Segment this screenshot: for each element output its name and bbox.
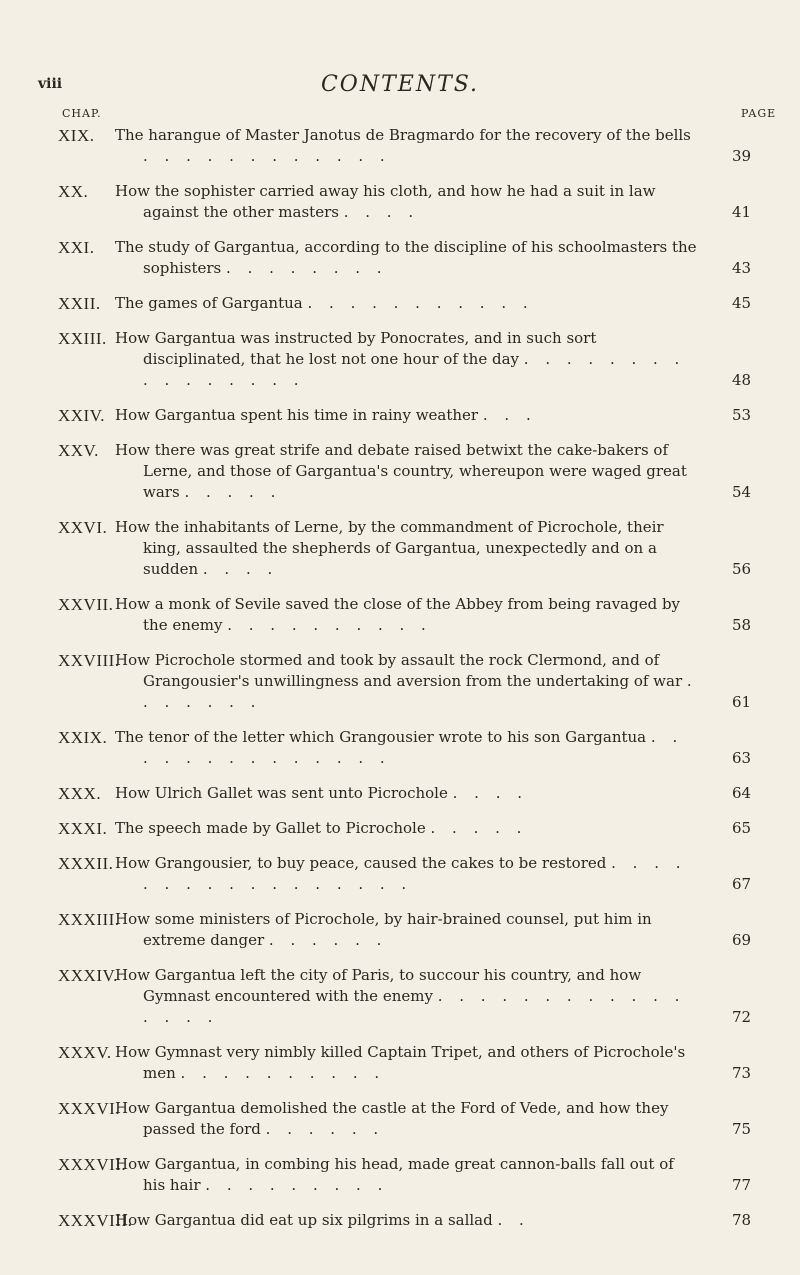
chapter-title-block [115, 328, 699, 391]
toc-entry [0, 1098, 800, 1140]
page-number: 67 [732, 875, 752, 893]
dot-leaders: . . . . . . [265, 1120, 385, 1138]
chapter-number: XXXIV. [58, 966, 118, 985]
chapter-title-block [115, 181, 699, 223]
page-number: 53 [732, 406, 752, 424]
dot-leaders: . . . . [343, 203, 420, 221]
dot-leaders: . . . . . . . . . . . . . . . . [143, 987, 686, 1026]
chapter-title: How Gargantua spent his time in rainy weather [115, 406, 479, 424]
chapter-number: XXXIII. [58, 910, 120, 929]
dot-leaders: . . . . . . [268, 931, 388, 949]
dot-leaders: . . . . . . . . . . . [307, 294, 534, 312]
chapter-title: How Gargantua was instructed by Ponocrates, and in such sort disciplinated, that he lost not one hour of the day [115, 329, 597, 368]
chapter-number: XXV. [58, 441, 99, 460]
dot-leaders: . . . . . [184, 483, 282, 501]
chapter-title-block [115, 1098, 699, 1140]
table-of-contents [0, 125, 800, 1245]
dot-leaders: . . . . . . . . . . . . . . [143, 728, 684, 767]
chapter-title-block [115, 853, 699, 895]
chapter-title: How Picrochole stormed and took by assault the rock Clermond, and of Grangousier's unwillingness and aversion from the undertaking of war [115, 651, 683, 690]
toc-entry [0, 181, 800, 223]
chapter-title: How Gargantua demolished the castle at the Ford of Vede, and how they passed the ford [115, 1099, 669, 1138]
chapter-title-block [115, 594, 699, 636]
toc-entry [0, 818, 800, 839]
chapter-number: XXIV. [58, 406, 106, 425]
dot-leaders: . . . . . . . . [226, 259, 388, 277]
chapter-title-block [115, 125, 699, 167]
chapter-title-block [115, 727, 699, 769]
chapter-number: XIX. [58, 126, 95, 145]
toc-entry [0, 853, 800, 895]
chapter-title-block [115, 818, 699, 839]
page-number: 58 [732, 616, 752, 634]
toc-entry [0, 440, 800, 503]
dot-leaders: . . . . [452, 784, 529, 802]
chapter-title: How the sophister carried away his cloth, and how he had a suit in law against the other masters [115, 182, 656, 221]
chapter-title: How there was great strife and debate raised betwixt the cake-bakers of Lerne, and those of Gargantua's country, whereupon were waged great wars [115, 441, 687, 501]
page-number: 41 [732, 203, 752, 221]
chapter-title-block [115, 1210, 699, 1231]
dot-leaders: . . . . . . . . . . [227, 616, 432, 634]
toc-entry [0, 328, 800, 391]
chapter-title: The games of Gargantua [115, 294, 303, 312]
chapter-title: How some ministers of Picrochole, by hair-brained counsel, put him in extreme danger [115, 910, 652, 949]
page-number: 45 [732, 294, 752, 312]
chapter-number: XXVI. [58, 518, 108, 537]
chapter-number: XX. [58, 182, 89, 201]
chapter-title-block [115, 440, 699, 503]
toc-entry [0, 1042, 800, 1084]
toc-entry [0, 1154, 800, 1196]
dot-leaders: . . . . . . . . . . . . [143, 147, 391, 165]
toc-entry [0, 909, 800, 951]
chapter-title-block [115, 965, 699, 1028]
toc-entry [0, 594, 800, 636]
dot-leaders: . . . . . . . . . . . . . . . . [143, 350, 686, 389]
toc-entry [0, 650, 800, 713]
page-number: 56 [732, 560, 752, 578]
chapter-title: How Gargantua left the city of Paris, to succour his country, and how Gymnast encountered with the enemy [115, 966, 642, 1005]
page-number: 73 [732, 1064, 752, 1082]
toc-entry [0, 517, 800, 580]
dot-leaders: . . [497, 1211, 530, 1229]
chapter-title-block [115, 650, 699, 713]
toc-entry [0, 783, 800, 804]
dot-leaders: . . . . [202, 560, 279, 578]
chapter-title: How Gargantua, in combing his head, made great cannon-balls fall out of his hair [115, 1155, 674, 1194]
chapter-title-block [115, 293, 699, 314]
chapter-title: How Gymnast very nimbly killed Captain Tripet, and others of Picrochole's men [115, 1043, 686, 1082]
chapter-number: XXIII. [58, 329, 107, 348]
dot-leaders: . . . . . . . . . [205, 1176, 389, 1194]
chapter-number: XXXVIII. [58, 1211, 133, 1230]
toc-entry [0, 125, 800, 167]
chapter-title-block [115, 909, 699, 951]
page-number: 65 [732, 819, 752, 837]
toc-entry [0, 293, 800, 314]
chapter-column-label: CHAP. [62, 107, 102, 120]
chapter-title-block [115, 237, 699, 279]
page-number: 75 [732, 1120, 752, 1138]
chapter-number: XXXVII. [58, 1155, 127, 1174]
running-title: CONTENTS. [320, 72, 480, 97]
dot-leaders: . . . . . . . . . . [180, 1064, 386, 1082]
page-number: 69 [732, 931, 752, 949]
page-number: 78 [732, 1211, 752, 1229]
chapter-title: How a monk of Sevile saved the close of the Abbey from being ravaged by the enemy [115, 595, 681, 634]
page-column-label: PAGE [741, 107, 777, 120]
page-number: 64 [732, 784, 752, 802]
dot-leaders: . . . . . . . [143, 672, 698, 711]
dot-leaders: . . . [482, 406, 537, 424]
page-number: 43 [732, 259, 752, 277]
page-number: 48 [732, 371, 752, 389]
chapter-title: The harangue of Master Janotus de Bragmardo for the recovery of the bells [115, 126, 691, 144]
dot-leaders: . . . . . [430, 819, 528, 837]
toc-entry [0, 237, 800, 279]
chapter-number: XXXV. [58, 1043, 112, 1062]
chapter-number: XXXI. [58, 819, 108, 838]
chapter-title: The speech made by Gallet to Picrochole [115, 819, 426, 837]
chapter-number: XXXII. [58, 854, 114, 873]
page-number: 77 [732, 1176, 752, 1194]
toc-entry [0, 1210, 800, 1231]
page-folio: viii [38, 76, 63, 92]
chapter-number: XXII. [58, 294, 101, 313]
chapter-title: The study of Gargantua, according to the discipline of his schoolmasters the sophisters [115, 238, 697, 277]
dot-leaders: . . . . . . . . . . . . . . . . . [143, 854, 687, 893]
chapter-number: XXVIII. [58, 651, 120, 670]
page-number: 54 [732, 483, 752, 501]
toc-entry [0, 405, 800, 426]
chapter-number: XXIX. [58, 728, 108, 747]
chapter-title: How Grangousier, to buy peace, caused the cakes to be restored [115, 854, 607, 872]
chapter-title-block [115, 517, 699, 580]
chapter-title: How Ulrich Gallet was sent unto Picrochole [115, 784, 448, 802]
chapter-title: The tenor of the letter which Grangousier wrote to his son Gargantua [115, 728, 647, 746]
toc-entry [0, 965, 800, 1028]
chapter-number: XXVII. [58, 595, 114, 614]
chapter-title-block [115, 783, 699, 804]
chapter-number: XXXVI. [58, 1099, 121, 1118]
page-number: 39 [732, 147, 752, 165]
chapter-title-block [115, 1154, 699, 1196]
page-number: 63 [732, 749, 752, 767]
chapter-title: How the inhabitants of Lerne, by the commandment of Picrochole, their king, assaulted the shepherds of Gargantua, unexpectedly and on a sudden [115, 518, 664, 578]
page-number: 72 [732, 1008, 752, 1026]
toc-entry [0, 727, 800, 769]
chapter-title-block [115, 405, 699, 426]
chapter-title: How Gargantua did eat up six pilgrims in a sallad [115, 1211, 493, 1229]
chapter-number: XXX. [58, 784, 102, 803]
page-number: 61 [732, 693, 752, 711]
chapter-title-block [115, 1042, 699, 1084]
chapter-number: XXI. [58, 238, 95, 257]
